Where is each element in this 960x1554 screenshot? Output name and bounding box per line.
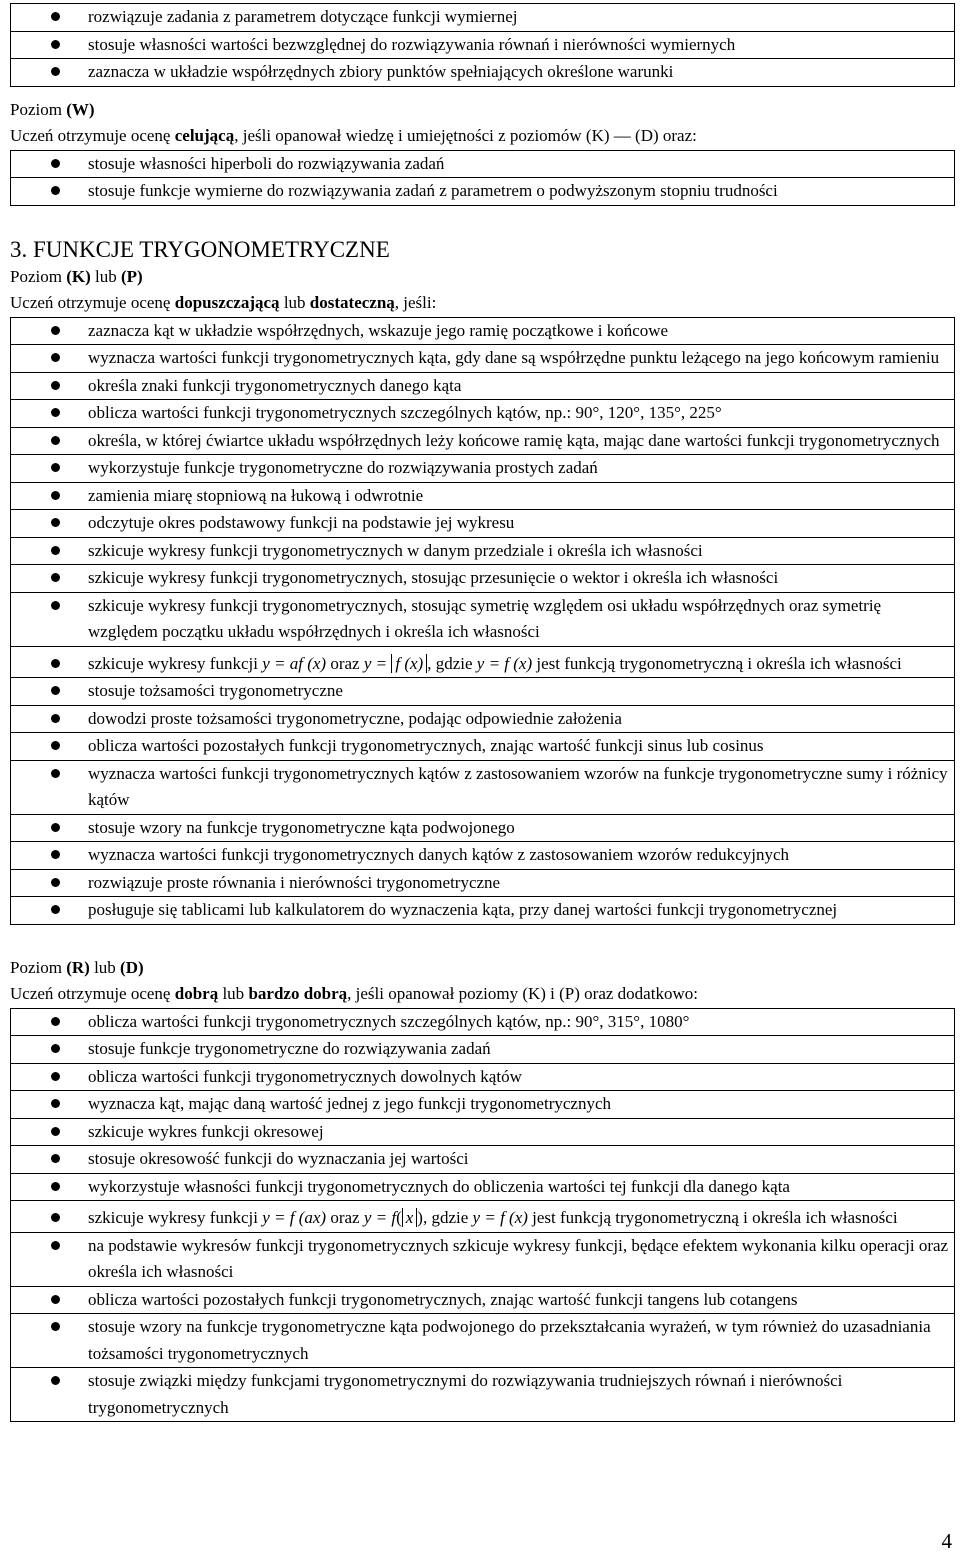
formula: y = [363, 653, 392, 673]
list-item: posługuje się tablicami lub kalkulatorem do wyznaczenia kąta, przy danej wartości funkcji trygonometrycznej [11, 897, 954, 925]
list-item: zaznacza w układzie współrzędnych zbiory punktów spełniających określone warunki [11, 59, 954, 87]
list-item: szkicuje wykresy funkcji trygonometrycznych, stosując przesunięcie o wektor i określa ich własności [11, 565, 954, 593]
bullet-icon [11, 593, 88, 646]
list-item: wykorzystuje funkcje trygonometryczne do rozwiązywania prostych zadań [11, 455, 954, 483]
bullet-icon [11, 32, 88, 59]
level-w-list [10, 150, 955, 206]
bullet-icon [11, 1174, 88, 1201]
level-rd-heading: Poziom (R) lub (D) [10, 957, 144, 977]
formula-abs: f (x) [391, 654, 427, 673]
list-item: odczytuje okres podstawowy funkcji na podstawie jej wykresu [11, 510, 954, 538]
bullet-icon [11, 510, 88, 537]
list-item: wyznacza kąt, mając daną wartość jednej z jego funkcji trygonometrycznych [11, 1091, 954, 1119]
bullet-icon [11, 428, 88, 455]
list-item: wykorzystuje własności funkcji trygonometrycznych do obliczenia wartości tej funkcji dla danego kąta [11, 1174, 954, 1202]
list-item: stosuje wzory na funkcje trygonometryczne kąta podwojonego [11, 815, 954, 843]
list-item: szkicuje wykresy funkcji trygonometrycznych w danym przedziale i określa ich własności [11, 538, 954, 566]
level-rd-list [10, 1008, 955, 1423]
list-item: stosuje związki między funkcjami trygonometrycznymi do rozwiązywania trudniejszych równań i nierówności trygonometrycznych [11, 1368, 954, 1422]
formula: y = f (ax) [262, 1208, 327, 1227]
list-item: dowodzi proste tożsamości trygonometryczne, podając odpowiednie założenia [11, 706, 954, 734]
list-item: stosuje funkcje wymierne do rozwiązywania zadań z parametrem o podwyższonym stopniu trudności [11, 178, 954, 206]
list-item: szkicuje wykres funkcji okresowej [11, 1119, 954, 1147]
bullet-icon [11, 4, 88, 31]
list-item-formula: szkicuje wykresy funkcji y = f (ax) oraz y = f( x ), gdzie y = f (x) jest funkcją trygonometryczną i określa ich własności [11, 1201, 954, 1233]
bullet-icon [11, 1036, 88, 1063]
list-item: na podstawie wykresów funkcji trygonometrycznych szkicuje wykresy funkcji, będące efektem wykonania kilku operacji oraz określa ich własności [11, 1233, 954, 1287]
list-item: określa znaki funkcji trygonometrycznych danego kąta [11, 373, 954, 401]
bullet-icon [11, 897, 88, 924]
bullet-icon [11, 842, 88, 869]
bullet-icon [11, 538, 88, 565]
list-item: oblicza wartości funkcji trygonometrycznych szczególnych kątów, np.: 90°, 120°, 135°, 225° [11, 400, 954, 428]
bullet-icon [11, 651, 88, 678]
bullet-icon [11, 318, 88, 345]
page-number: 4 [941, 1528, 952, 1553]
bullet-icon [11, 1205, 88, 1232]
list-item: stosuje własności hiperboli do rozwiązywania zadań [11, 151, 954, 179]
bullet-icon [11, 870, 88, 897]
list-item: zaznacza kąt w układzie współrzędnych, wskazuje jego ramię początkowe i końcowe [11, 318, 954, 346]
bullet-icon [11, 178, 88, 205]
bullet-icon [11, 1009, 88, 1036]
bullet-icon [11, 1233, 88, 1286]
list-item: wyznacza wartości funkcji trygonometrycznych kąta, gdy dane są współrzędne punktu leżącego na jego końcowym ramieniu [11, 345, 954, 373]
list-item: zamienia miarę stopniową na łukową i odwrotnie [11, 483, 954, 511]
bullet-icon [11, 151, 88, 178]
list-item: stosuje własności wartości bezwzględnej do rozwiązywania równań i nierówności wymiernych [11, 32, 954, 60]
bullet-icon [11, 373, 88, 400]
bullet-icon [11, 1368, 88, 1421]
level-w-intro: Uczeń otrzymuje ocenę celującą, jeśli opanował wiedzę i umiejętności z poziomów (K) — (D) oraz: [10, 126, 697, 145]
bullet-icon [11, 761, 88, 814]
list-item: rozwiązuje zadania z parametrem dotyczące funkcji wymiernej [11, 4, 954, 32]
level-w-heading: Poziom (W) [10, 99, 95, 119]
top-bullet-list [10, 3, 955, 87]
formula: y = af (x) [262, 653, 327, 673]
level-kp-heading: Poziom (K) lub (P) [10, 266, 143, 286]
list-item: wyznacza wartości funkcji trygonometrycznych danych kątów z zastosowaniem wzorów redukcyjnych [11, 842, 954, 870]
bullet-icon [11, 483, 88, 510]
bullet-icon [11, 678, 88, 705]
bullet-icon [11, 1146, 88, 1173]
bullet-icon [11, 59, 88, 86]
list-item: oblicza wartości funkcji trygonometrycznych szczególnych kątów, np.: 90°, 315°, 1080° [11, 1009, 954, 1037]
bullet-icon [11, 400, 88, 427]
list-item: określa, w której ćwiartce układu współrzędnych leży końcowe ramię kąta, mając dane wartości funkcji trygonometrycznych [11, 428, 954, 456]
bullet-icon [11, 1314, 88, 1367]
section-title: 3. FUNKCJE TRYGONOMETRYCZNE [10, 236, 390, 262]
bullet-icon [11, 1287, 88, 1314]
list-item: stosuje funkcje trygonometryczne do rozwiązywania zadań [11, 1036, 954, 1064]
list-item: oblicza wartości funkcji trygonometrycznych dowolnych kątów [11, 1064, 954, 1092]
bullet-icon [11, 1064, 88, 1091]
formula: y = f (x) [472, 1208, 528, 1227]
list-item: stosuje wzory na funkcje trygonometryczne kąta podwojonego do przekształcania wyrażeń, w tym również do uzasadniania tożsamości trygonometrycznych [11, 1314, 954, 1368]
bullet-icon [11, 706, 88, 733]
bullet-icon [11, 455, 88, 482]
document-page [10, 3, 955, 1422]
list-item: wyznacza wartości funkcji trygonometrycznych kątów z zastosowaniem wzorów na funkcje trygonometryczne sumy i różnicy kątów [11, 761, 954, 815]
list-item: rozwiązuje proste równania i nierówności trygonometryczne [11, 870, 954, 898]
formula-abs: x [402, 1208, 418, 1227]
list-item-formula: szkicuje wykresy funkcji y = af (x) oraz y = f (x) , gdzie y = f (x) jest funkcją trygonometryczną i określa ich własności [11, 647, 954, 679]
list-item: oblicza wartości pozostałych funkcji trygonometrycznych, znając wartość funkcji sinus lub cosinus [11, 733, 954, 761]
bullet-icon [11, 1091, 88, 1118]
list-item: stosuje okresowość funkcji do wyznaczania jej wartości [11, 1146, 954, 1174]
list-item: szkicuje wykresy funkcji trygonometrycznych, stosując symetrię względem osi układu współrzędnych oraz symetrię względem początku układu współrzędnych i określa ich własności [11, 593, 954, 647]
level-kp-list [10, 317, 955, 925]
formula: y = f (x) [476, 653, 533, 673]
bullet-icon [11, 733, 88, 760]
bullet-icon [11, 345, 88, 372]
formula: y = f [363, 1208, 397, 1227]
bullet-icon [11, 565, 88, 592]
bullet-icon [11, 815, 88, 842]
list-item: stosuje tożsamości trygonometryczne [11, 678, 954, 706]
level-rd-intro: Uczeń otrzymuje ocenę dobrą lub bardzo dobrą, jeśli opanował poziomy (K) i (P) oraz dodatkowo: [10, 984, 698, 1003]
level-kp-intro: Uczeń otrzymuje ocenę dopuszczającą lub dostateczną, jeśli: [10, 293, 437, 312]
list-item: oblicza wartości pozostałych funkcji trygonometrycznych, znając wartość funkcji tangens lub cotangens [11, 1287, 954, 1315]
bullet-icon [11, 1119, 88, 1146]
